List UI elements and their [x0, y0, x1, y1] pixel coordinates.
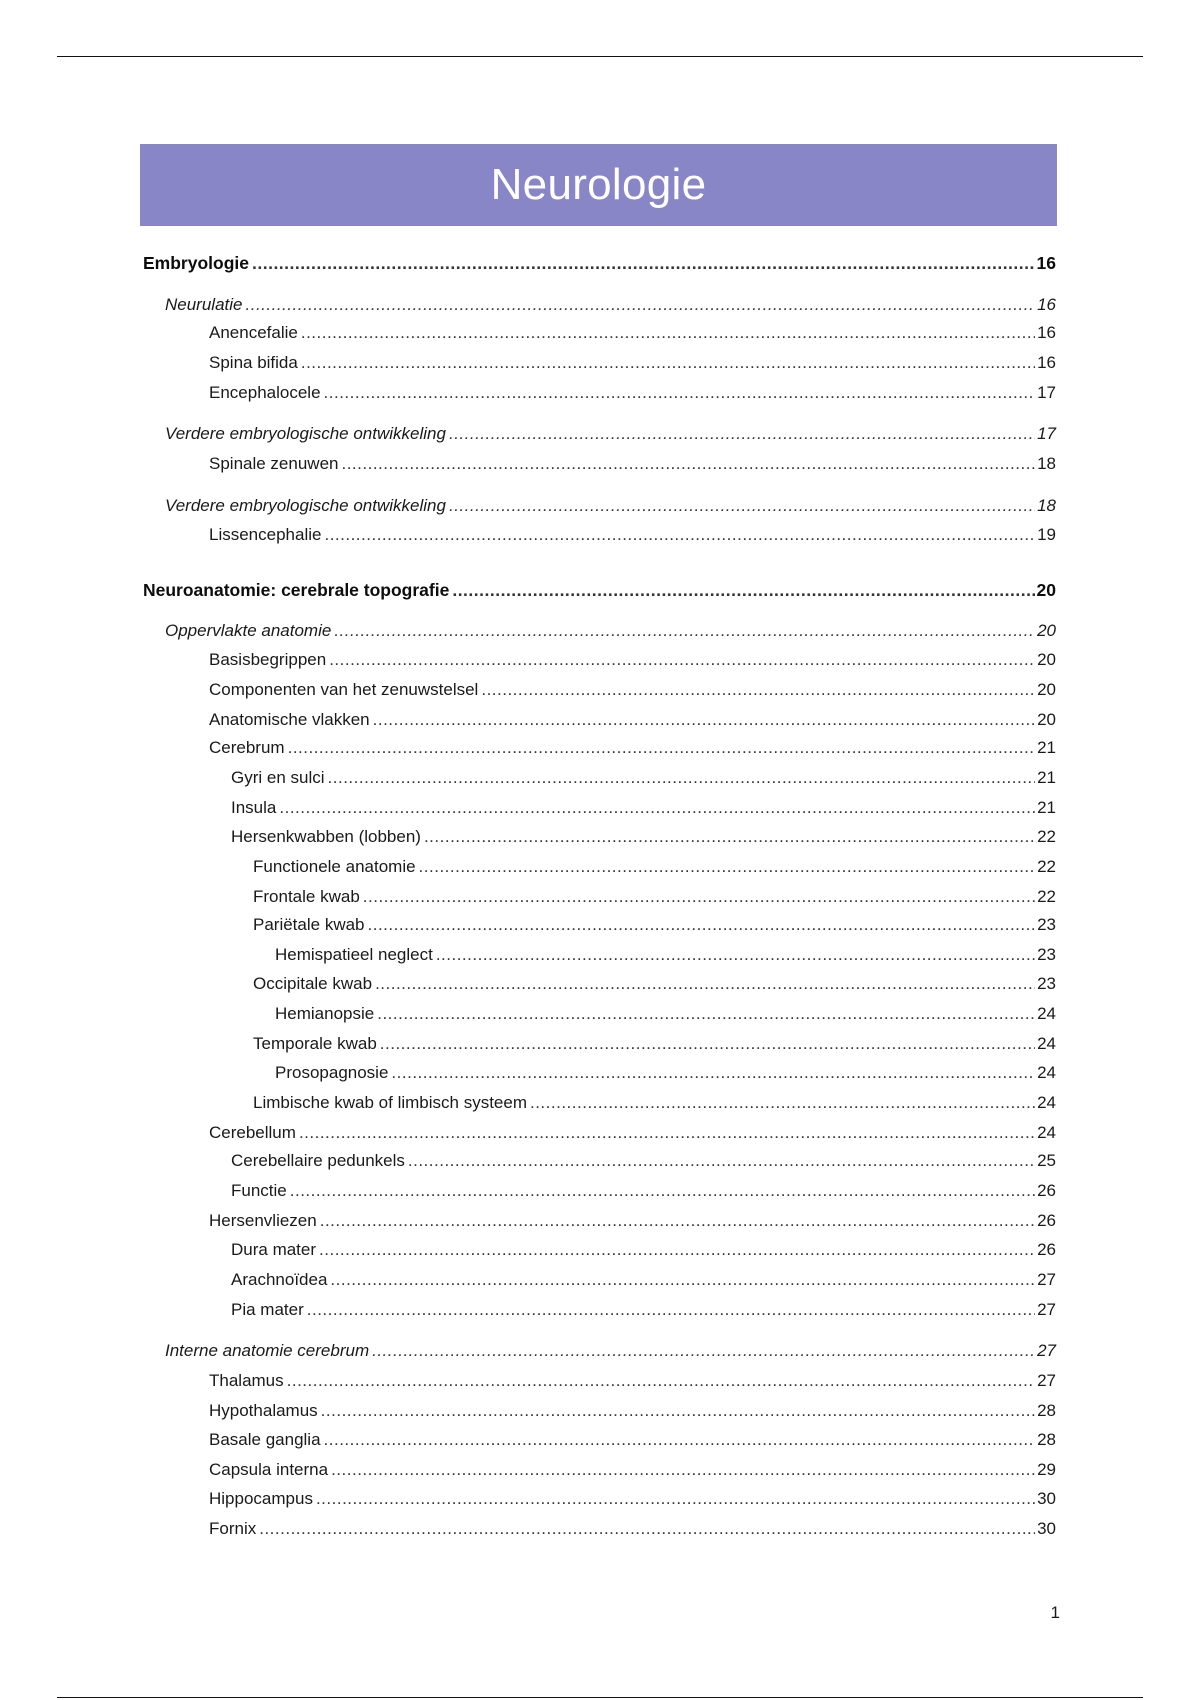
- leader-dots: [320, 1210, 1035, 1232]
- toc-entry-label: Arachnoïdea: [231, 1270, 328, 1289]
- toc-entry-page: 18: [1037, 496, 1056, 515]
- toc-entry-page: 26: [1037, 1211, 1056, 1230]
- leader-dots: [252, 252, 1035, 274]
- toc-entry-page: 22: [1037, 827, 1056, 846]
- toc-entry-label: Verdere embryologische ontwikkeling: [165, 424, 446, 443]
- toc-entry-page: 26: [1037, 1240, 1056, 1259]
- toc-entry-capsula-interna[interactable]: [209, 1459, 1056, 1481]
- toc-entry-page: 27: [1037, 1300, 1056, 1319]
- toc-entry-page: 24: [1037, 1093, 1056, 1112]
- toc-entry-dura-mater[interactable]: [231, 1239, 1056, 1261]
- toc-entry-functionele-anatomie[interactable]: [253, 856, 1056, 878]
- leader-dots: [331, 1459, 1035, 1481]
- toc-entry-page: 21: [1037, 738, 1056, 757]
- toc-entry-label: Cerebrum: [209, 738, 285, 757]
- toc-entry-limbische-kwab[interactable]: [253, 1092, 1056, 1114]
- leader-dots: [246, 294, 1036, 316]
- toc-entry-pia-mater[interactable]: [231, 1299, 1056, 1321]
- toc-entry-prosopagnosie[interactable]: [275, 1062, 1056, 1084]
- toc-entry-page: 29: [1037, 1460, 1056, 1479]
- toc-entry-label: Spina bifida: [209, 353, 298, 372]
- leader-dots: [368, 914, 1036, 936]
- toc-entry-label: Verdere embryologische ontwikkeling: [165, 496, 446, 515]
- toc-entry-temporale-kwab[interactable]: [253, 1033, 1056, 1055]
- leader-dots: [419, 856, 1036, 878]
- toc-entry-anencefalie[interactable]: [209, 322, 1056, 344]
- toc-entry-label: Frontale kwab: [253, 887, 360, 906]
- toc-entry-page: 23: [1037, 974, 1056, 993]
- leader-dots: [330, 1269, 1035, 1291]
- toc-entry-page: 24: [1037, 1123, 1056, 1142]
- toc-entry-hypothalamus[interactable]: [209, 1400, 1056, 1422]
- toc-entry-frontale-kwab[interactable]: [253, 886, 1056, 908]
- leader-dots: [290, 1180, 1035, 1202]
- toc-entry-thalamus[interactable]: [209, 1370, 1056, 1392]
- leader-dots: [375, 973, 1035, 995]
- leader-dots: [324, 524, 1035, 546]
- toc-entry-label: Componenten van het zenuwstelsel: [209, 680, 479, 699]
- toc-entry-hersenkwabben[interactable]: [231, 826, 1056, 848]
- leader-dots: [408, 1150, 1035, 1172]
- leader-dots: [301, 352, 1035, 374]
- toc-entry-label: Gyri en sulci: [231, 768, 325, 787]
- leader-dots: [341, 453, 1035, 475]
- leader-dots: [316, 1488, 1035, 1510]
- toc-entry-neuroanatomie[interactable]: [143, 579, 1056, 601]
- toc-entry-label: Embryologie: [143, 253, 249, 273]
- leader-dots: [319, 1239, 1035, 1261]
- toc-entry-label: Cerebellaire pedunkels: [231, 1151, 405, 1170]
- toc-entry-label: Hemispatieel neglect: [275, 945, 433, 964]
- toc-entry-label: Hypothalamus: [209, 1401, 318, 1420]
- toc-entry-encephalocele[interactable]: [209, 382, 1056, 404]
- leader-dots: [449, 495, 1035, 517]
- toc-entry-hemianopsie[interactable]: [275, 1003, 1056, 1025]
- leader-dots: [324, 1429, 1036, 1451]
- toc-entry-cerebellaire-pedunkels[interactable]: [231, 1150, 1056, 1172]
- toc-entry-gyri-en-sulci[interactable]: [231, 767, 1056, 789]
- toc-entry-arachnoidea[interactable]: [231, 1269, 1056, 1291]
- leader-dots: [328, 767, 1036, 789]
- leader-dots: [299, 1122, 1035, 1144]
- toc-entry-page: 27: [1037, 1371, 1056, 1390]
- toc-entry-page: 24: [1037, 1004, 1056, 1023]
- leader-dots: [307, 1299, 1035, 1321]
- toc-entry-page: 20: [1037, 650, 1056, 669]
- toc-entry-label: Hersenkwabben (lobben): [231, 827, 421, 846]
- header-rule: [57, 56, 1143, 57]
- toc-entry-insula[interactable]: [231, 797, 1056, 819]
- toc-entry-fornix[interactable]: [209, 1518, 1056, 1540]
- toc-entry-label: Hemianopsie: [275, 1004, 375, 1023]
- toc-entry-page: 20: [1037, 710, 1056, 729]
- toc-entry-page: 21: [1037, 798, 1056, 817]
- toc-entry-page: 18: [1037, 454, 1056, 473]
- toc-entry-page: 16: [1037, 323, 1056, 342]
- toc-entry-label: Spinale zenuwen: [209, 454, 339, 473]
- toc-entry-verdere-ontwikkeling-1[interactable]: [165, 423, 1056, 445]
- toc-entry-label: Anencefalie: [209, 323, 298, 342]
- leader-dots: [334, 620, 1035, 642]
- toc-entry-page: 23: [1037, 915, 1056, 934]
- toc-entry-label: Oppervlakte anatomie: [165, 621, 332, 640]
- toc-entry-cerebellum[interactable]: [209, 1122, 1056, 1144]
- toc-entry-neurulatie[interactable]: [165, 294, 1056, 316]
- toc-entry-interne-anatomie[interactable]: [165, 1340, 1056, 1362]
- toc-entry-page: 24: [1037, 1034, 1056, 1053]
- toc-entry-label: Basisbegrippen: [209, 650, 327, 669]
- toc-entry-basale-ganglia[interactable]: [209, 1429, 1056, 1451]
- toc-entry-page: 19: [1037, 525, 1056, 544]
- toc-entry-label: Neurulatie: [165, 295, 243, 314]
- leader-dots: [363, 886, 1035, 908]
- toc-entry-page: 23: [1037, 945, 1056, 964]
- leader-dots: [424, 826, 1035, 848]
- leader-dots: [449, 423, 1035, 445]
- leader-dots: [481, 679, 1035, 701]
- leader-dots: [324, 382, 1036, 404]
- toc-entry-label: Prosopagnosie: [275, 1063, 389, 1082]
- toc-entry-label: Thalamus: [209, 1371, 284, 1390]
- toc-entry-page: 26: [1037, 1181, 1056, 1200]
- toc-entry-page: 30: [1037, 1489, 1056, 1508]
- toc-entry-embryologie[interactable]: [143, 252, 1056, 274]
- toc-entry-label: Lissencephalie: [209, 525, 322, 544]
- toc-entry-label: Dura mater: [231, 1240, 317, 1259]
- toc-entry-label: Limbische kwab of limbisch systeem: [253, 1093, 527, 1112]
- toc-entry-hippocampus[interactable]: [209, 1488, 1056, 1510]
- toc-entry-page: 22: [1037, 887, 1056, 906]
- leader-dots: [288, 737, 1035, 759]
- toc-entry-parietale-kwab[interactable]: [253, 914, 1056, 936]
- toc-entry-page: 25: [1037, 1151, 1056, 1170]
- leader-dots: [372, 1340, 1035, 1362]
- leader-dots: [373, 709, 1035, 731]
- toc-entry-label: Capsula interna: [209, 1460, 329, 1479]
- toc-entry-page: 16: [1036, 253, 1056, 273]
- toc-entry-page: 21: [1037, 768, 1056, 787]
- toc-entry-label: Encephalocele: [209, 383, 321, 402]
- leader-dots: [329, 649, 1035, 671]
- toc-entry-page: 30: [1037, 1519, 1056, 1538]
- leader-dots: [321, 1400, 1035, 1422]
- leader-dots: [301, 322, 1035, 344]
- toc-entry-page: 24: [1037, 1063, 1056, 1082]
- toc-entry-page: 28: [1037, 1401, 1056, 1420]
- toc-entry-label: Insula: [231, 798, 277, 817]
- toc-entry-page: 27: [1037, 1270, 1056, 1289]
- leader-dots: [287, 1370, 1035, 1392]
- toc-entry-lissencephalie[interactable]: [209, 524, 1056, 546]
- toc-entry-page: 27: [1037, 1341, 1056, 1360]
- toc-entry-page: 17: [1037, 383, 1056, 402]
- toc-entry-spina-bifida[interactable]: [209, 352, 1056, 374]
- footer-rule: [57, 1697, 1143, 1698]
- toc-entry-label: Pariëtale kwab: [253, 915, 365, 934]
- toc-entry-page: 17: [1037, 424, 1056, 443]
- toc-entry-cerebrum[interactable]: [209, 737, 1056, 759]
- toc-entry-functie[interactable]: [231, 1180, 1056, 1202]
- toc-entry-anatomische-vlakken[interactable]: [209, 709, 1056, 731]
- toc-entry-label: Functionele anatomie: [253, 857, 416, 876]
- toc-entry-verdere-ontwikkeling-2[interactable]: [165, 495, 1056, 517]
- leader-dots: [259, 1518, 1035, 1540]
- toc-entry-page: 20: [1037, 621, 1056, 640]
- document-title: Neurologie: [490, 160, 707, 209]
- toc-entry-page: 28: [1037, 1430, 1056, 1449]
- leader-dots: [380, 1033, 1035, 1055]
- toc-entry-label: Pia mater: [231, 1300, 304, 1319]
- toc-entry-page: 22: [1037, 857, 1056, 876]
- leader-dots: [377, 1003, 1035, 1025]
- toc-entry-oppervlakte-anatomie[interactable]: [165, 620, 1056, 642]
- toc-entry-label: Neuroanatomie: cerebrale topografie: [143, 580, 450, 600]
- toc-entry-page: 16: [1037, 353, 1056, 372]
- toc-entry-label: Basale ganglia: [209, 1430, 321, 1449]
- toc-entry-page: 20: [1036, 580, 1056, 600]
- toc-entry-label: Functie: [231, 1181, 287, 1200]
- leader-dots: [436, 944, 1035, 966]
- toc-entry-label: Anatomische vlakken: [209, 710, 370, 729]
- toc-entry-page: 16: [1037, 295, 1056, 314]
- toc-entry-label: Temporale kwab: [253, 1034, 377, 1053]
- toc-entry-label: Occipitale kwab: [253, 974, 373, 993]
- toc-entry-basisbegrippen[interactable]: [209, 649, 1056, 671]
- title-banner: [140, 144, 1057, 226]
- leader-dots: [279, 797, 1035, 819]
- toc-entry-spinale-zenuwen[interactable]: [209, 453, 1056, 475]
- toc-entry-page: 20: [1037, 680, 1056, 699]
- leader-dots: [452, 579, 1034, 601]
- page-number: 1: [1050, 1603, 1060, 1622]
- toc-entry-label: Interne anatomie cerebrum: [165, 1341, 370, 1360]
- toc-entry-label: Hippocampus: [209, 1489, 313, 1508]
- toc-entry-occipitale-kwab[interactable]: [253, 973, 1056, 995]
- leader-dots: [530, 1092, 1035, 1114]
- toc-entry-componenten[interactable]: [209, 679, 1056, 701]
- toc-entry-label: Hersenvliezen: [209, 1211, 317, 1230]
- leader-dots: [391, 1062, 1035, 1084]
- toc-entry-hemispatieel-neglect[interactable]: [275, 944, 1056, 966]
- toc-entry-hersenvliezen[interactable]: [209, 1210, 1056, 1232]
- toc-entry-label: Fornix: [209, 1519, 257, 1538]
- toc-entry-label: Cerebellum: [209, 1123, 296, 1142]
